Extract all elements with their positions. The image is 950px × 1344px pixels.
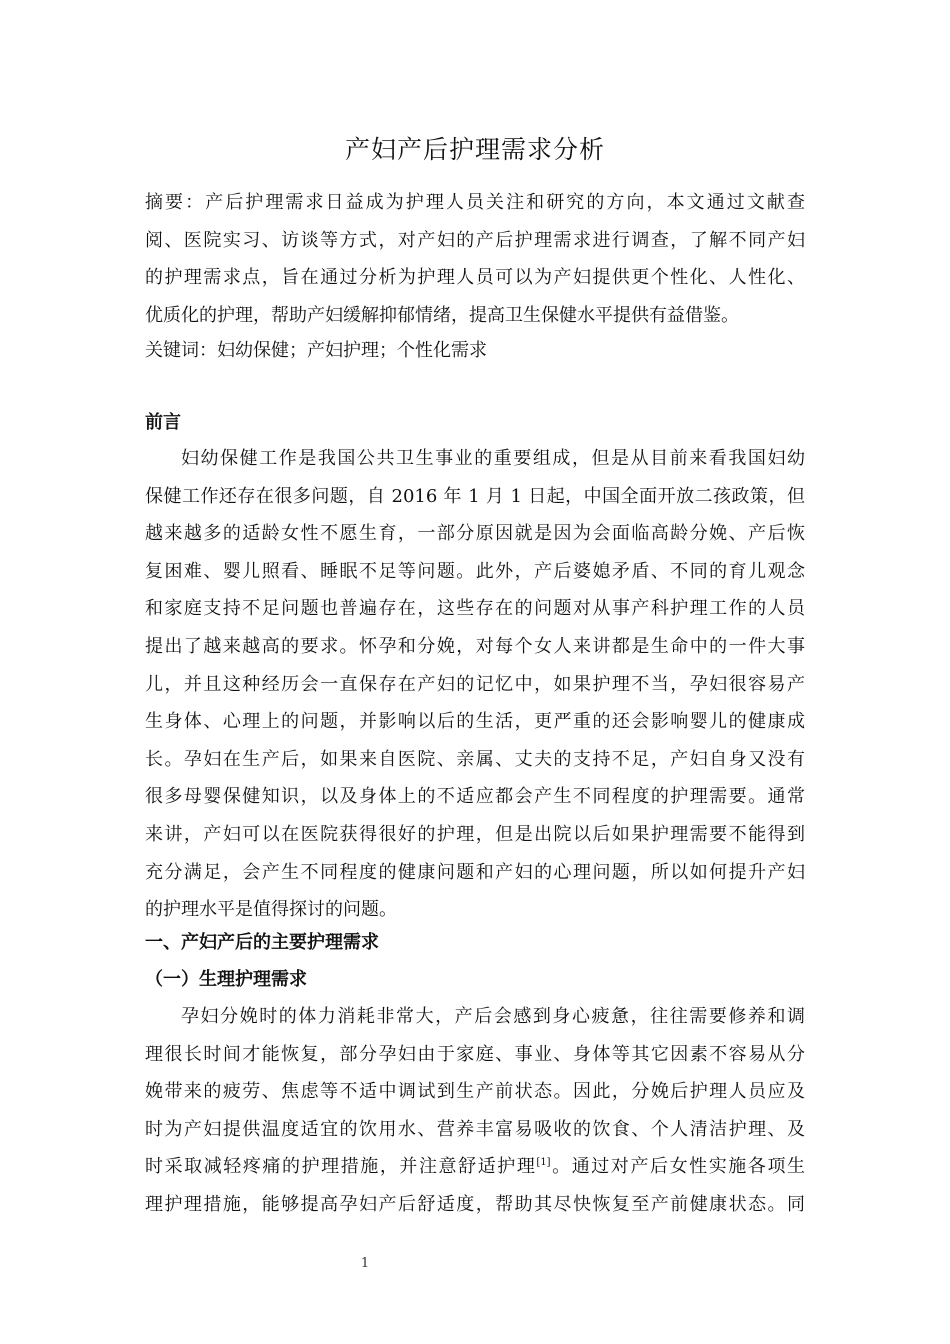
- paragraph-line: 娩带来的疲劳、焦虑等不适中调试到生产前状态。因此，分娩后护理人员应及: [145, 1081, 805, 1103]
- paragraph-line: 长。孕妇在生产后，如果来自医院、亲属、丈夫的支持不足，产妇自身又没有: [145, 748, 805, 770]
- abstract-line: 优质化的护理，帮助产妇缓解抑郁情绪，提高卫生保健水平提供有益借鉴。: [145, 304, 739, 326]
- paragraph-line: 越来越多的适龄女性不愿生育，一部分原因就是因为会面临高龄分娩、产后恢: [145, 523, 805, 545]
- page-number: 1: [360, 1256, 370, 1271]
- paragraph-line: 的护理水平是值得探讨的问题。: [145, 899, 397, 921]
- paragraph-line: 保健工作还存在很多问题，自 2016 年 1 月 1 日起，中国全面开放二孩政策，但: [145, 485, 805, 507]
- subsection-heading: （一）生理护理需求: [145, 969, 307, 990]
- paragraph-line: 来讲，产妇可以在医院获得很好的护理，但是出院以后如果护理需要不能得到: [145, 823, 805, 845]
- section-heading: 一、产妇产后的主要护理需求: [145, 932, 379, 953]
- paragraph-line: 很多母婴保健知识，以及身体上的不适应都会产生不同程度的护理需要。通常: [145, 786, 805, 808]
- text-segment: 。通过对产后女性实施各项生: [550, 1156, 806, 1178]
- citation-ref[interactable]: [1]: [536, 1157, 551, 1169]
- keywords: 关键词：妇幼保健；产妇护理；个性化需求: [145, 340, 487, 361]
- paragraph-line: 复困难、婴儿照看、睡眠不足等问题。此外，产后婆媳矛盾、不同的育儿观念: [145, 560, 805, 582]
- abstract: [145, 184, 805, 334]
- abstract-line: 阅、医院实习、访谈等方式，对产妇的产后护理需求进行调查，了解不同产妇: [145, 229, 805, 251]
- paragraph-line: 提出了越来越高的要求。怀孕和分娩，对每个女人来讲都是生命中的一件大事: [145, 635, 805, 657]
- abstract-line: 的护理需求点，旨在通过分析为护理人员可以为产妇提供更个性化、人性化、: [145, 267, 805, 289]
- paragraph-line: 儿，并且这种经历会一直保存在产妇的记忆中，如果护理不当，孕妇很容易产: [145, 673, 805, 695]
- text-segment: 时采取减轻疼痛的护理措施，并注意舒适护理: [145, 1156, 537, 1178]
- preface-paragraph: [145, 440, 805, 929]
- paragraph-line: 理很长时间才能恢复，部分孕妇由于家庭、事业、身体等其它因素不容易从分: [145, 1043, 805, 1065]
- paragraph-line: 时为产妇提供温度适宜的饮用水、营养丰富易吸收的饮食、个人清洁护理、及: [145, 1118, 805, 1140]
- paragraph-line: 理护理措施，能够提高孕妇产后舒适度，帮助其尽快恢复至产前健康状态。同: [145, 1193, 805, 1215]
- paragraph-line: 孕妇分娩时的体力消耗非常大，产后会感到身心疲惫，往往需要修养和调: [181, 1006, 805, 1027]
- paragraph-line: 生身体、心理上的问题，并影响以后的生活，更严重的还会影响婴儿的健康成: [145, 711, 805, 733]
- paragraph-line: 和家庭支持不足问题也普遍存在，这些存在的问题对从事产科护理工作的人员: [145, 598, 805, 620]
- preface-heading: 前言: [145, 412, 181, 433]
- page-title: 产妇产后护理需求分析: [344, 135, 605, 164]
- paragraph-line: 妇幼保健工作是我国公共卫生事业的重要组成，但是从目前来看我国妇幼: [181, 448, 805, 469]
- section-paragraph: [145, 998, 805, 1224]
- paragraph-line: 充分满足，会产生不同程度的健康问题和产妇的心理问题，所以如何提升产妇: [145, 861, 805, 883]
- paragraph-line-with-citation: [145, 1148, 805, 1186]
- abstract-line: 摘要：产后护理需求日益成为护理人员关注和研究的方向，本文通过文献查: [145, 192, 805, 213]
